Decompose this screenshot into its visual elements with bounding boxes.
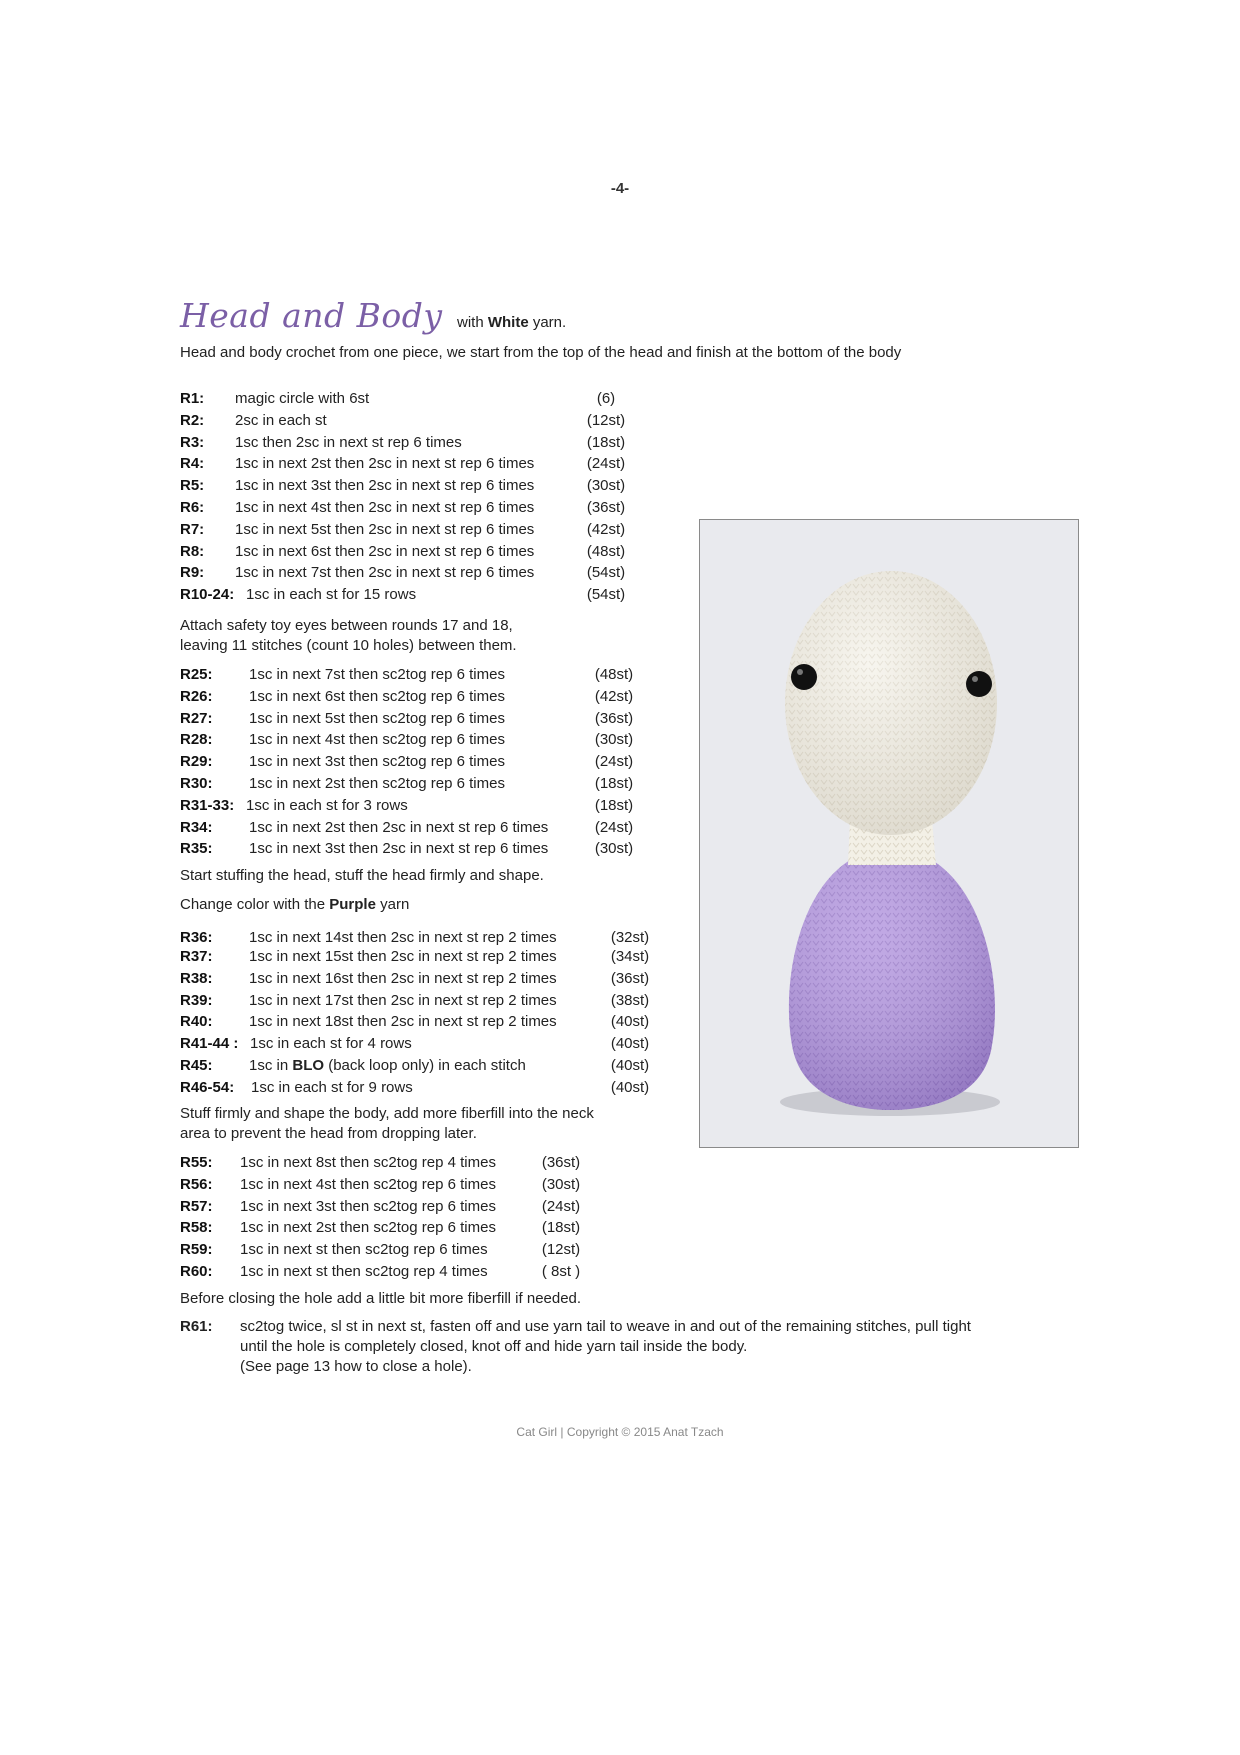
round-instruction: 1sc in next 4st then sc2tog rep 6 times bbox=[249, 731, 505, 749]
round-instruction: 1sc in next 15st then 2sc in next st rep 2 times bbox=[249, 948, 557, 965]
page-number: -4- bbox=[610, 180, 630, 197]
doll-photo bbox=[699, 519, 1079, 1148]
stitch-count: (38st) bbox=[610, 991, 650, 1009]
round-instruction: 1sc in each st for 15 rows bbox=[246, 586, 417, 604]
round-instruction: 1sc in next 3st then sc2tog rep 6 times bbox=[240, 1197, 496, 1215]
round-label: R6: bbox=[180, 498, 205, 516]
round-label: R26: bbox=[180, 687, 213, 705]
stitch-count: (36st) bbox=[610, 969, 650, 987]
eyes-note: Attach safety toy eyes between rounds 17 and 18, leaving 11 stitches (count 10 holes) between them. bbox=[180, 617, 517, 654]
round-label: R3: bbox=[180, 433, 205, 451]
round-label: R39: bbox=[180, 991, 213, 1009]
round-instruction: 1sc in next 2st then sc2tog rep 6 times bbox=[249, 774, 505, 792]
round-instruction: 1sc in next 3st then 2sc in next st rep 6 times bbox=[235, 477, 535, 495]
stuff-body-note: Stuff firmly and shape the body, add more fiberfill into the neck area to prevent the head from dropping later. bbox=[180, 1105, 594, 1142]
color-change-note: Change color with the Purple yarn bbox=[180, 896, 410, 913]
stitch-count: (24st) bbox=[594, 818, 634, 836]
round-label: R46-54: bbox=[180, 1078, 235, 1096]
round-label: R37: bbox=[180, 948, 213, 965]
round-label: R45: bbox=[180, 1056, 213, 1074]
closing-note: Before closing the hole add a little bit more fiberfill if needed. bbox=[180, 1290, 582, 1307]
stitch-count: (18st) bbox=[594, 774, 634, 792]
round-label: R29: bbox=[180, 753, 213, 771]
round-instruction: 1sc in next 6st then 2sc in next st rep 6 times bbox=[235, 542, 535, 560]
round-instruction: 1sc in next 4st then sc2tog rep 6 times bbox=[240, 1175, 496, 1193]
round-instruction: 1sc in next 2st then 2sc in next st rep 6 times bbox=[235, 455, 535, 473]
round-instruction: 1sc in each st for 4 rows bbox=[250, 1035, 412, 1053]
stitch-count: (18st) bbox=[541, 1219, 581, 1237]
round-instruction: 1sc in BLO (back loop only) in each stitch bbox=[249, 1056, 526, 1074]
stitch-count: (42st) bbox=[594, 687, 634, 705]
stitch-count: (18st) bbox=[586, 433, 626, 451]
round-label: R27: bbox=[180, 709, 213, 727]
round-label: R55: bbox=[180, 1154, 213, 1171]
section-title: Head and Body bbox=[180, 296, 443, 335]
section-heading bbox=[180, 296, 566, 335]
stitch-count: (48st) bbox=[586, 542, 626, 560]
round-instruction: magic circle with 6st bbox=[235, 390, 370, 407]
round-label: R28: bbox=[180, 731, 213, 749]
round-label: R41-44 : bbox=[180, 1035, 239, 1053]
yarn-note: with White yarn. bbox=[456, 314, 567, 331]
round-instruction: 1sc in next 8st then sc2tog rep 4 times bbox=[240, 1154, 496, 1171]
round-instruction: 1sc in next 3st then 2sc in next st rep 6 times bbox=[249, 840, 549, 858]
round-instruction: 1sc in next 2st then 2sc in next st rep 6 times bbox=[249, 818, 549, 836]
stitch-count: (12st) bbox=[586, 411, 626, 429]
round-instruction: 1sc in each st for 3 rows bbox=[246, 796, 408, 814]
stitch-count: (36st) bbox=[541, 1154, 581, 1171]
stitch-count: (48st) bbox=[594, 666, 634, 683]
round-label: R2: bbox=[180, 411, 205, 429]
round-label: R8: bbox=[180, 542, 205, 560]
round-instruction: 1sc in next 4st then 2sc in next st rep 6 times bbox=[235, 498, 535, 516]
stitch-count: ( 8st ) bbox=[541, 1262, 581, 1280]
round-instruction: 1sc in next 6st then sc2tog rep 6 times bbox=[249, 687, 505, 705]
round-instruction: 1sc in each st for 9 rows bbox=[251, 1078, 413, 1096]
round-label: R58: bbox=[180, 1219, 213, 1237]
round-instruction: 1sc in next 14st then 2sc in next st rep 2 times bbox=[249, 929, 557, 946]
round-instruction: 1sc in next st then sc2tog rep 4 times bbox=[240, 1262, 488, 1280]
stitch-count: (30st) bbox=[594, 840, 634, 858]
round-instruction: 1sc in next 2st then sc2tog rep 6 times bbox=[240, 1219, 496, 1237]
round-label: R7: bbox=[180, 520, 205, 538]
round-instruction: 1sc in next st then sc2tog rep 6 times bbox=[240, 1241, 488, 1259]
final-round bbox=[180, 1317, 1080, 1377]
round-label: R4: bbox=[180, 455, 205, 473]
round-instruction: 1sc in next 3st then sc2tog rep 6 times bbox=[249, 753, 505, 771]
stitch-count: (40st) bbox=[610, 1013, 650, 1031]
round-label: R60: bbox=[180, 1262, 213, 1280]
intro-text: Head and body crochet from one piece, we start from the top of the head and finish at the bottom of the body bbox=[180, 344, 902, 361]
round-instruction: 1sc in next 5st then sc2tog rep 6 times bbox=[249, 709, 505, 727]
round-label: R61: bbox=[180, 1318, 213, 1335]
stitch-count: (24st) bbox=[586, 455, 626, 473]
round-instruction: sc2tog twice, sl st in next st, fasten off and use yarn tail to weave in and out of the remaining stitches, pull tight until the hole is completely closed, knot off and hide yarn tail inside the body. (See page 13 how to close a hole). bbox=[240, 1318, 971, 1375]
stitch-count: (54st) bbox=[586, 564, 626, 582]
round-instruction: 1sc then 2sc in next st rep 6 times bbox=[235, 433, 462, 451]
stitch-count: (24st) bbox=[594, 753, 634, 771]
doll-illustration bbox=[700, 520, 1078, 1147]
footer-copyright: Cat Girl | Copyright © 2015 Anat Tzach bbox=[516, 1425, 724, 1439]
round-label: R34: bbox=[180, 818, 213, 836]
stitch-count: (32st) bbox=[610, 929, 650, 946]
round-instruction: 1sc in next 7st then sc2tog rep 6 times bbox=[249, 666, 505, 683]
round-label: R1: bbox=[180, 390, 205, 407]
stitch-count: (36st) bbox=[594, 709, 634, 727]
round-instruction: 1sc in next 5st then 2sc in next st rep 6 times bbox=[235, 520, 535, 538]
round-label: R10-24: bbox=[180, 586, 235, 604]
stitch-count: (18st) bbox=[594, 796, 634, 814]
right-eye bbox=[966, 671, 992, 697]
stitch-count: (40st) bbox=[610, 1078, 650, 1096]
stitch-count: (30st) bbox=[541, 1175, 581, 1193]
stitch-count: (12st) bbox=[541, 1241, 581, 1259]
stitch-count: (34st) bbox=[610, 948, 650, 965]
round-label: R59: bbox=[180, 1241, 213, 1259]
stitch-count: (30st) bbox=[594, 731, 634, 749]
stitch-count: (54st) bbox=[586, 586, 626, 604]
round-label: R57: bbox=[180, 1197, 213, 1215]
stitch-count: (30st) bbox=[586, 477, 626, 495]
stitch-count: (42st) bbox=[586, 520, 626, 538]
round-label: R36: bbox=[180, 929, 213, 946]
round-label: R40: bbox=[180, 1013, 213, 1031]
left-eye bbox=[791, 664, 817, 690]
round-label: R9: bbox=[180, 564, 205, 582]
round-instruction: 2sc in each st bbox=[235, 411, 327, 429]
round-label: R30: bbox=[180, 774, 213, 792]
round-instruction: 1sc in next 16st then 2sc in next st rep 2 times bbox=[249, 969, 557, 987]
round-label: R31-33: bbox=[180, 796, 235, 814]
round-label: R56: bbox=[180, 1175, 213, 1193]
round-label: R25: bbox=[180, 666, 213, 683]
round-instruction: 1sc in next 7st then 2sc in next st rep 6 times bbox=[235, 564, 535, 582]
stitch-count: (40st) bbox=[610, 1035, 650, 1053]
round-instruction: 1sc in next 17st then 2sc in next st rep 2 times bbox=[249, 991, 557, 1009]
stitch-count: (6) bbox=[596, 390, 616, 407]
stitch-count: (40st) bbox=[610, 1056, 650, 1074]
round-instruction: 1sc in next 18st then 2sc in next st rep 2 times bbox=[249, 1013, 557, 1031]
stuff-head-note: Start stuffing the head, stuff the head firmly and shape. bbox=[180, 867, 544, 884]
round-label: R35: bbox=[180, 840, 213, 858]
stitch-count: (36st) bbox=[586, 498, 626, 516]
round-label: R38: bbox=[180, 969, 213, 987]
round-label: R5: bbox=[180, 477, 205, 495]
stitch-count: (24st) bbox=[541, 1197, 581, 1215]
